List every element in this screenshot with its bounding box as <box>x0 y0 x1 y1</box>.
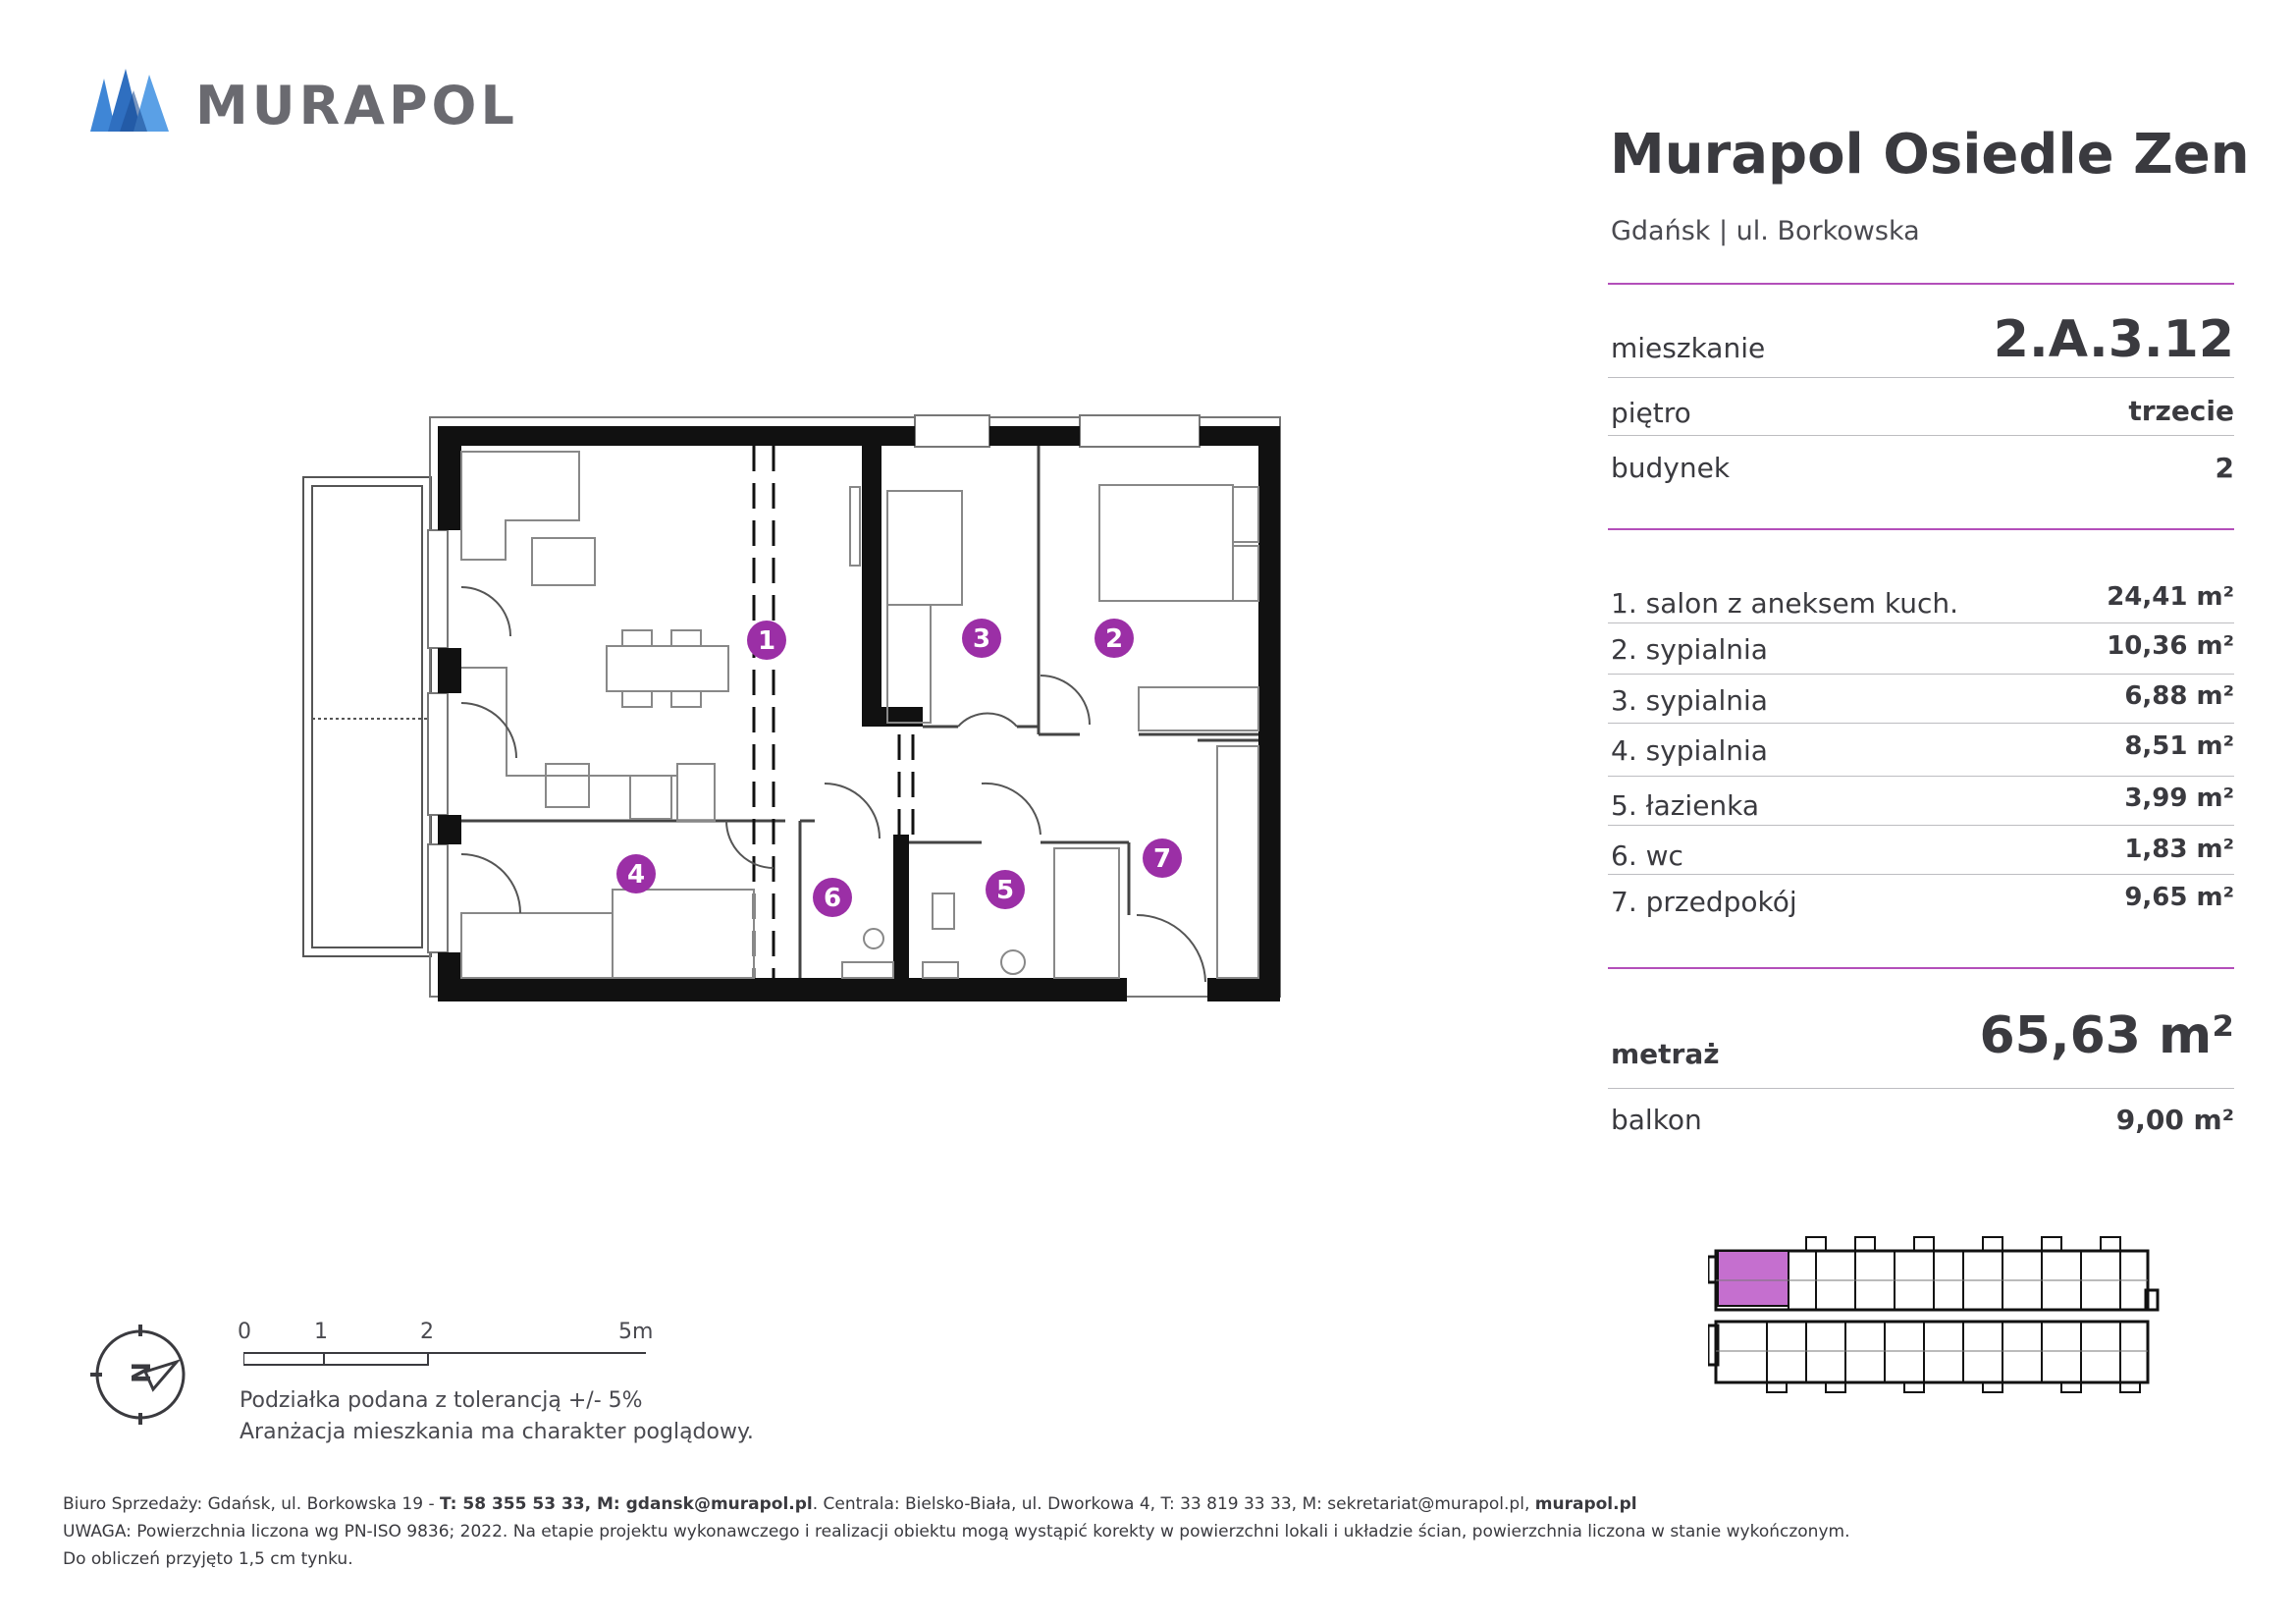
room-marker[interactable] <box>747 621 786 660</box>
room-marker[interactable] <box>1095 619 1134 658</box>
divider <box>1608 1088 2234 1089</box>
svg-text:5: 5 <box>995 876 1015 905</box>
brand-logo[interactable] <box>90 69 518 137</box>
room-area: 24,41 m² <box>2107 582 2234 612</box>
svg-text:6: 6 <box>823 884 842 913</box>
building-value: 2 <box>2215 452 2234 484</box>
footer-contact: Biuro Sprzedaży: Gdańsk, ul. Borkowska 19 - T: 58 355 53 33, M: gdansk@murapol.pl. Centrala: Bielsko-Biała, ul. Dworkowa 4, T: 33 819 33 33, M: sekretariat@murapol.pl, murapol.pl <box>63 1494 1637 1514</box>
divider <box>1608 528 2234 530</box>
total-area-value: 65,63 m² <box>1979 1006 2234 1065</box>
logo-mark-icon <box>90 69 171 132</box>
door-swings <box>461 587 1205 982</box>
divider <box>1608 874 2234 875</box>
scale-tick: 0 <box>238 1320 251 1344</box>
svg-text:1: 1 <box>757 626 776 656</box>
room-marker[interactable] <box>1143 839 1182 878</box>
divider <box>1608 435 2234 436</box>
room-label: 3. sypialnia <box>1611 684 1768 717</box>
apartment-number: 2.A.3.12 <box>1993 310 2234 369</box>
balcony-value: 9,00 m² <box>2115 1104 2234 1136</box>
highlighted-unit <box>1718 1251 1789 1306</box>
compass-letter: N <box>127 1362 157 1383</box>
room-label: 5. łazienka <box>1611 789 1760 822</box>
scale-tolerance-note: Podziałka podana z tolerancją +/- 5% <box>240 1388 643 1413</box>
divider <box>1608 967 2234 969</box>
room-marker[interactable] <box>616 854 656 893</box>
divider <box>1608 723 2234 724</box>
total-area-label: metraż <box>1611 1038 1720 1070</box>
room-area: 6,88 m² <box>2124 681 2234 711</box>
floor-label: piętro <box>1611 397 1691 429</box>
room-area: 9,65 m² <box>2124 883 2234 912</box>
divider <box>1608 674 2234 675</box>
outer-outline <box>430 417 1280 997</box>
compass <box>86 1321 194 1429</box>
brand-name: MURAPOL <box>195 75 518 136</box>
balcony-label: balkon <box>1611 1104 1702 1136</box>
project-title: Murapol Osiedle Zen <box>1610 123 2250 187</box>
project-location: Gdańsk | ul. Borkowska <box>1611 216 1920 246</box>
room-label: 1. salon z aneksem kuch. <box>1611 587 1958 620</box>
room-marker[interactable] <box>986 870 1025 909</box>
svg-text:3: 3 <box>972 624 991 654</box>
room-label: 6. wc <box>1611 839 1683 872</box>
room-area: 1,83 m² <box>2124 835 2234 864</box>
building-key-plan <box>1708 1227 2160 1394</box>
room-label: 4. sypialnia <box>1611 734 1768 767</box>
footer-disclaimer: UWAGA: Powierzchnia liczona wg PN-ISO 9836; 2022. Na etapie projektu wykonawczego i realizacji obiektu mogą wystąpić korekty w powierzchni lokali i układzie ścian, powierzchnia liczona w stanie wykończonym. <box>63 1522 1850 1542</box>
divider <box>1608 825 2234 826</box>
room-label: 2. sypialnia <box>1611 633 1768 666</box>
arrangement-note: Aranżacja mieszkania ma charakter poglądowy. <box>240 1420 754 1444</box>
room-marker[interactable] <box>962 619 1001 658</box>
svg-text:4: 4 <box>626 860 646 890</box>
divider <box>1608 283 2234 285</box>
svg-text:2: 2 <box>1104 624 1124 654</box>
apartment-label: mieszkanie <box>1611 332 1766 364</box>
room-area: 10,36 m² <box>2107 631 2234 661</box>
scale-tick: 5m <box>618 1320 654 1344</box>
windows <box>428 415 1200 952</box>
scale-graphic <box>243 1351 656 1371</box>
divider <box>1608 622 2234 623</box>
room-area: 8,51 m² <box>2124 731 2234 761</box>
room-area: 3,99 m² <box>2124 784 2234 813</box>
building-label: budynek <box>1611 452 1731 484</box>
scale-bar <box>236 1316 754 1453</box>
furniture <box>461 452 1258 978</box>
room-marker[interactable] <box>813 878 852 917</box>
divider <box>1608 776 2234 777</box>
floor-plan <box>294 412 1296 1021</box>
website-link[interactable]: murapol.pl <box>1534 1494 1637 1514</box>
floor-value: trzecie <box>2128 395 2234 427</box>
room-label: 7. przedpokój <box>1611 886 1797 918</box>
balcony-outline <box>303 477 431 956</box>
svg-text:7: 7 <box>1152 844 1172 874</box>
sales-contact[interactable]: T: 58 355 53 33, M: gdansk@murapol.pl <box>440 1494 813 1514</box>
footer-plaster-note: Do obliczeń przyjęto 1,5 cm tynku. <box>63 1549 353 1569</box>
scale-tick: 2 <box>420 1320 434 1344</box>
scale-tick: 1 <box>314 1320 328 1344</box>
divider <box>1608 377 2234 378</box>
